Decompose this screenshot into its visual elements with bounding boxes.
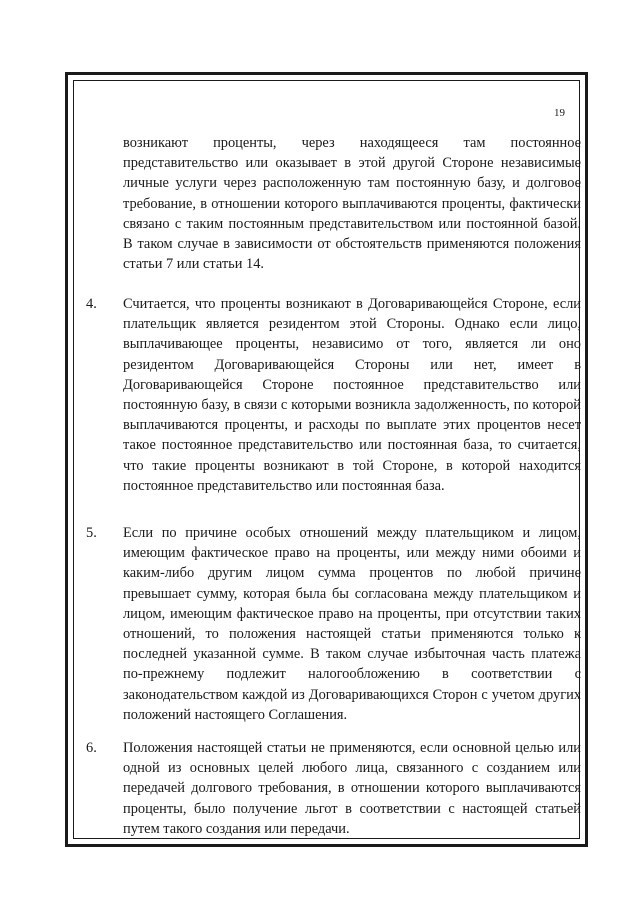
paragraph-number-4: 4.	[86, 296, 97, 312]
paragraph-4-text: Считается, что проценты возникают в Договаривающейся Стороне, если плательщик является резидентом этой Стороны. Однако если лицо, выплачивающее проценты, независимо от того, является ли оно резидентом Договаривающейся Стороны или нет, имеет в Договаривающейся Стороне постоянное представительство или постоянную базу, в связи с которыми возникла задолженность, по которой выплачиваются проценты, и расходы по выплате этих процентов несет такое постоянное представительство или постоянная база, то считается, что такие проценты возникают в той Стороне, в которой находится постоянное представительство или постоянная база.	[123, 296, 581, 494]
paragraph-number-6: 6.	[86, 740, 97, 756]
paragraph-continuation: возникают проценты, через находящееся там постоянное представительство или оказывает в этой другой Стороне независимые личные услуги через расположенную там постоянную базу, и долговое требование, в отношении которого выплачиваются проценты, фактически связано с таким постоянным представительством или постоянной базой. В таком случае в зависимости от обстоятельств применяются положения статьи 7 или статьи 14.	[123, 135, 581, 273]
paragraph-number-5: 5.	[86, 525, 97, 541]
paragraph-6-text: Положения настоящей статьи не применяются, если основной целью или одной из основных целей любого лица, связанного с созданием или передачей долгового требования, в отношении которого выплачиваются проценты, было получение льгот в соответствии с настоящей статьей путем такого создания или передачи.	[123, 740, 581, 837]
page-number: 19	[554, 107, 565, 119]
paragraph-5-text: Если по причине особых отношений между плательщиком и лицом, имеющим фактическое право на проценты, или между ними обоими и каким-либо другим лицом сумма процентов по любой причине превышает сумму, которая была бы согласована между плательщиком и лицом, имеющим фактическое право на проценты, при отсутствии таких отношений, то положения настоящей статьи применяются только к последней указанной сумме. В таком случае избыточная часть платежа по-прежнему подлежит налогообложению в соответствии с законодательством каждой из Договаривающихся Сторон с учетом других положений настоящего Соглашения.	[123, 525, 581, 723]
